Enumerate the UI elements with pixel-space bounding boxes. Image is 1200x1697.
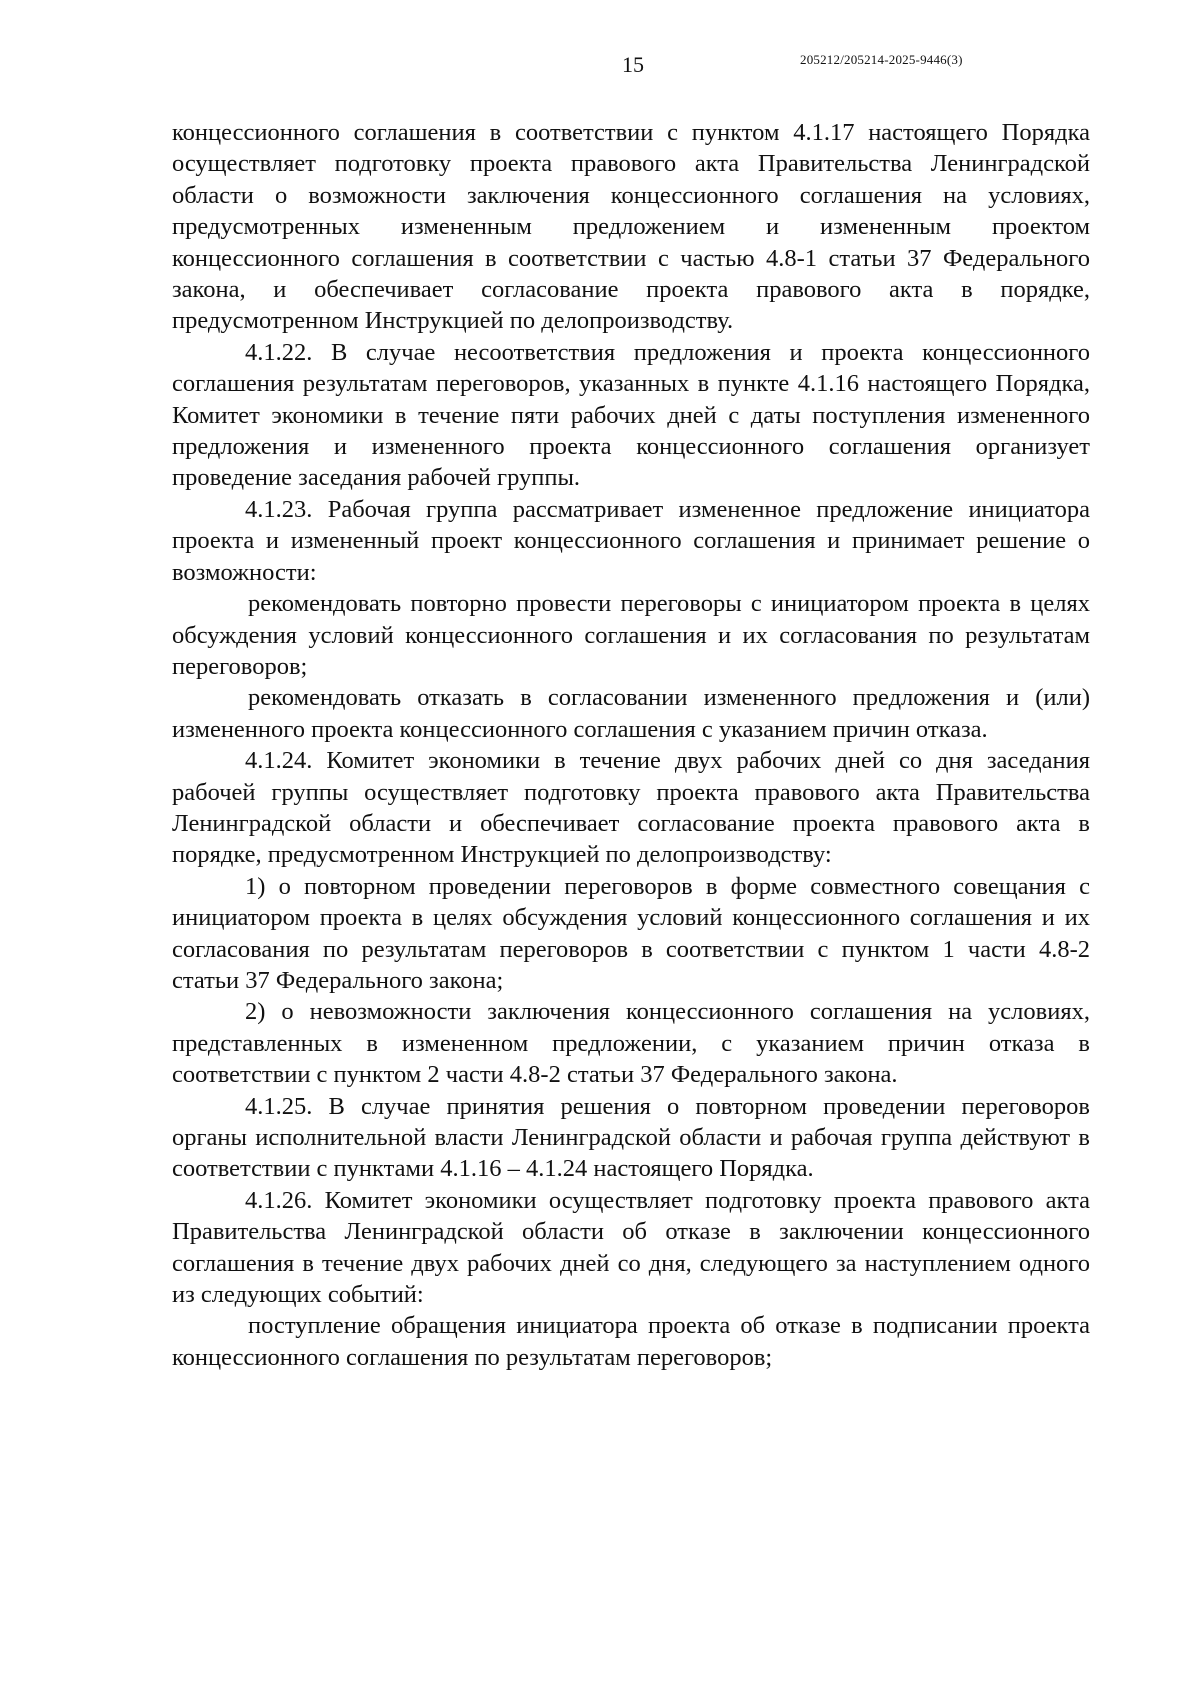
list-item-1: 1) о повторном проведении переговоров в форме совместного совещания с инициатором проекта в целях обсуждения условий концессионного соглашения и их согласования по результатам переговоров в соответствии с пунктом 1 части 4.8-2 статьи 37 Федерального закона;: [172, 872, 1090, 994]
paragraph-4-1-25: 4.1.25. В случае принятия решения о повторном проведении переговоров органы исполнительной власти Ленинградской области и рабочая группа действуют в соответствии с пунктами 4.1.16 – 4.1.24 настоящего Порядка.: [172, 1092, 1090, 1183]
paragraph-4-1-22: 4.1.22. В случае несоответствия предложения и проекта концессионного соглашения результатам переговоров, указанных в пункте 4.1.16 настоящего Порядка, Комитет экономики в течение пяти рабочих дней с даты поступления измененного предложения и измененного проекта концессионного соглашения организует проведение заседания рабочей группы.: [172, 338, 1090, 492]
document-body: [172, 117, 1090, 1373]
list-item-2: 2) о невозможности заключения концессионного соглашения на условиях, представленных в измененном предложении, с указанием причин отказа в соответствии с пунктом 2 части 4.8-2 статьи 37 Федерального закона.: [172, 998, 1090, 1089]
option-refuse-approval: рекомендовать отказать в согласовании измененного предложения и (или) измененного проекта концессионного соглашения с указанием причин отказа.: [172, 684, 1090, 743]
paragraph-4-1-23: 4.1.23. Рабочая группа рассматривает измененное предложение инициатора проекта и измененный проект концессионного соглашения и принимает решение о возможности:: [172, 495, 1090, 586]
page-number: 15: [622, 52, 644, 77]
paragraph-continuation: концессионного соглашения в соответствии с пунктом 4.1.17 настоящего Порядка осуществляет подготовку проекта правового акта Правительства Ленинградской области о возможности заключения концессионного соглашения на условиях, предусмотренных измененным предложением и измененным проектом концессионного соглашения в соответствии с частью 4.8-1 статьи 37 Федерального закона, и обеспечивает согласование проекта правового акта в порядке, предусмотренном Инструкцией по делопроизводству.: [172, 119, 1090, 335]
paragraph-4-1-24: 4.1.24. Комитет экономики в течение двух рабочих дней со дня заседания рабочей группы осуществляет подготовку проекта правового акта Правительства Ленинградской области и обеспечивает согласование проекта правового акта в порядке, предусмотренном Инструкцией по делопроизводству:: [172, 747, 1090, 869]
document-code: 205212/205214-2025-9446(3): [800, 52, 963, 67]
event-initiator-refusal: поступление обращения инициатора проекта об отказе в подписании проекта концессионного соглашения по результатам переговоров;: [172, 1312, 1090, 1371]
paragraph-4-1-26: 4.1.26. Комитет экономики осуществляет подготовку проекта правового акта Правительства Ленинградской области об отказе в заключении концессионного соглашения в течение двух рабочих дней со дня, следующего за наступлением одного из следующих событий:: [172, 1186, 1090, 1309]
option-repeat-negotiations: рекомендовать повторно провести переговоры с инициатором проекта в целях обсуждения условий концессионного соглашения и их согласования по результатам переговоров;: [172, 590, 1090, 680]
